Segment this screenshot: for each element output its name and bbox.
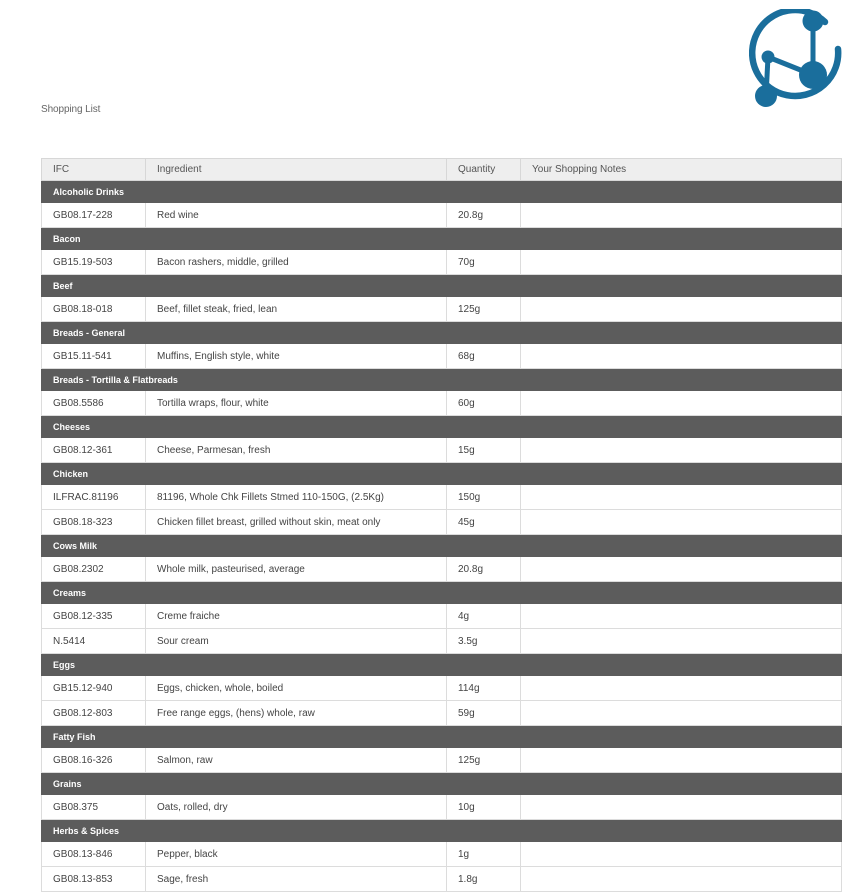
ingredient-cell: Tortilla wraps, flour, white bbox=[146, 391, 447, 416]
shopping-list-table bbox=[41, 158, 842, 892]
ifc-cell: GB08.13-853 bbox=[42, 867, 146, 892]
ifc-cell: GB08.18-323 bbox=[42, 510, 146, 535]
ingredient-cell: Pepper, black bbox=[146, 842, 447, 867]
category-row bbox=[42, 726, 842, 748]
ifc-cell: GB08.17-228 bbox=[42, 203, 146, 228]
ifc-cell: ILFRAC.81196 bbox=[42, 485, 146, 510]
column-header-ingredient: Ingredient bbox=[146, 159, 447, 181]
quantity-cell: 20.8g bbox=[447, 557, 521, 582]
table-row bbox=[42, 748, 842, 773]
category-row bbox=[42, 322, 842, 344]
shopping-notes-cell[interactable] bbox=[521, 344, 842, 369]
table-row bbox=[42, 629, 842, 654]
quantity-cell: 3.5g bbox=[447, 629, 521, 654]
category-row bbox=[42, 416, 842, 438]
category-label: Cows Milk bbox=[42, 535, 842, 557]
ingredient-cell: Bacon rashers, middle, grilled bbox=[146, 250, 447, 275]
category-row bbox=[42, 181, 842, 203]
table-row bbox=[42, 344, 842, 369]
ingredient-cell: Free range eggs, (hens) whole, raw bbox=[146, 701, 447, 726]
table-row bbox=[42, 557, 842, 582]
ingredient-cell: Oats, rolled, dry bbox=[146, 795, 447, 820]
ingredient-cell: Sour cream bbox=[146, 629, 447, 654]
category-label: Chicken bbox=[42, 463, 842, 485]
ifc-cell: GB08.18-018 bbox=[42, 297, 146, 322]
quantity-cell: 10g bbox=[447, 795, 521, 820]
ifc-cell: N.5414 bbox=[42, 629, 146, 654]
category-row bbox=[42, 820, 842, 842]
shopping-notes-cell[interactable] bbox=[521, 485, 842, 510]
table-row bbox=[42, 485, 842, 510]
category-row bbox=[42, 369, 842, 391]
ifc-cell: GB08.2302 bbox=[42, 557, 146, 582]
category-row bbox=[42, 535, 842, 557]
ingredient-cell: 81196, Whole Chk Fillets Stmed 110-150G, (2.5Kg) bbox=[146, 485, 447, 510]
shopping-notes-cell[interactable] bbox=[521, 867, 842, 892]
quantity-cell: 1.8g bbox=[447, 867, 521, 892]
category-row bbox=[42, 463, 842, 485]
table-header-row bbox=[42, 159, 842, 181]
shopping-notes-cell[interactable] bbox=[521, 748, 842, 773]
shopping-notes-cell[interactable] bbox=[521, 438, 842, 463]
category-row bbox=[42, 275, 842, 297]
table-row bbox=[42, 250, 842, 275]
table-row bbox=[42, 510, 842, 535]
quantity-cell: 20.8g bbox=[447, 203, 521, 228]
category-label: Fatty Fish bbox=[42, 726, 842, 748]
category-row bbox=[42, 773, 842, 795]
ifc-cell: GB08.12-803 bbox=[42, 701, 146, 726]
category-label: Beef bbox=[42, 275, 842, 297]
category-row bbox=[42, 582, 842, 604]
category-label: Breads - General bbox=[42, 322, 842, 344]
ingredient-cell: Red wine bbox=[146, 203, 447, 228]
category-label: Breads - Tortilla & Flatbreads bbox=[42, 369, 842, 391]
shopping-notes-cell[interactable] bbox=[521, 676, 842, 701]
shopping-notes-cell[interactable] bbox=[521, 629, 842, 654]
ingredient-cell: Creme fraiche bbox=[146, 604, 447, 629]
quantity-cell: 114g bbox=[447, 676, 521, 701]
table-row bbox=[42, 391, 842, 416]
ingredient-cell: Whole milk, pasteurised, average bbox=[146, 557, 447, 582]
table-row bbox=[42, 297, 842, 322]
shopping-notes-cell[interactable] bbox=[521, 391, 842, 416]
category-label: Creams bbox=[42, 582, 842, 604]
table-row bbox=[42, 438, 842, 463]
table-row bbox=[42, 604, 842, 629]
ingredient-cell: Salmon, raw bbox=[146, 748, 447, 773]
quantity-cell: 1g bbox=[447, 842, 521, 867]
shopping-notes-cell[interactable] bbox=[521, 701, 842, 726]
ifc-cell: GB08.16-326 bbox=[42, 748, 146, 773]
table-row bbox=[42, 842, 842, 867]
ingredient-cell: Eggs, chicken, whole, boiled bbox=[146, 676, 447, 701]
ingredient-cell: Chicken fillet breast, grilled without skin, meat only bbox=[146, 510, 447, 535]
quantity-cell: 45g bbox=[447, 510, 521, 535]
quantity-cell: 125g bbox=[447, 297, 521, 322]
quantity-cell: 59g bbox=[447, 701, 521, 726]
ingredient-cell: Muffins, English style, white bbox=[146, 344, 447, 369]
quantity-cell: 125g bbox=[447, 748, 521, 773]
category-row bbox=[42, 654, 842, 676]
shopping-notes-cell[interactable] bbox=[521, 250, 842, 275]
category-label: Eggs bbox=[42, 654, 842, 676]
quantity-cell: 15g bbox=[447, 438, 521, 463]
molecule-logo-icon bbox=[749, 9, 843, 109]
table-row bbox=[42, 676, 842, 701]
quantity-cell: 60g bbox=[447, 391, 521, 416]
ingredient-cell: Sage, fresh bbox=[146, 867, 447, 892]
category-label: Alcoholic Drinks bbox=[42, 181, 842, 203]
ifc-cell: GB15.12-940 bbox=[42, 676, 146, 701]
category-row bbox=[42, 228, 842, 250]
table-row bbox=[42, 867, 842, 892]
shopping-notes-cell[interactable] bbox=[521, 203, 842, 228]
ingredient-cell: Beef, fillet steak, fried, lean bbox=[146, 297, 447, 322]
table-body bbox=[42, 181, 842, 892]
ifc-cell: GB15.11-541 bbox=[42, 344, 146, 369]
category-label: Herbs & Spices bbox=[42, 820, 842, 842]
shopping-notes-cell[interactable] bbox=[521, 604, 842, 629]
table-row bbox=[42, 795, 842, 820]
ifc-cell: GB08.12-335 bbox=[42, 604, 146, 629]
table-row bbox=[42, 701, 842, 726]
ifc-cell: GB15.19-503 bbox=[42, 250, 146, 275]
column-header-quantity: Quantity bbox=[447, 159, 521, 181]
quantity-cell: 4g bbox=[447, 604, 521, 629]
table-row bbox=[42, 203, 842, 228]
shopping-notes-cell[interactable] bbox=[521, 842, 842, 867]
category-label: Cheeses bbox=[42, 416, 842, 438]
ifc-cell: GB08.13-846 bbox=[42, 842, 146, 867]
ifc-cell: GB08.375 bbox=[42, 795, 146, 820]
quantity-cell: 70g bbox=[447, 250, 521, 275]
shopping-notes-cell[interactable] bbox=[521, 297, 842, 322]
quantity-cell: 150g bbox=[447, 485, 521, 510]
category-label: Bacon bbox=[42, 228, 842, 250]
page-title: Shopping List bbox=[41, 104, 101, 115]
quantity-cell: 68g bbox=[447, 344, 521, 369]
ifc-cell: GB08.5586 bbox=[42, 391, 146, 416]
ingredient-cell: Cheese, Parmesan, fresh bbox=[146, 438, 447, 463]
column-header-shopping-notes: Your Shopping Notes bbox=[521, 159, 842, 181]
category-label: Grains bbox=[42, 773, 842, 795]
ifc-cell: GB08.12-361 bbox=[42, 438, 146, 463]
shopping-notes-cell[interactable] bbox=[521, 510, 842, 535]
shopping-notes-cell[interactable] bbox=[521, 795, 842, 820]
column-header-ifc: IFC bbox=[42, 159, 146, 181]
shopping-notes-cell[interactable] bbox=[521, 557, 842, 582]
